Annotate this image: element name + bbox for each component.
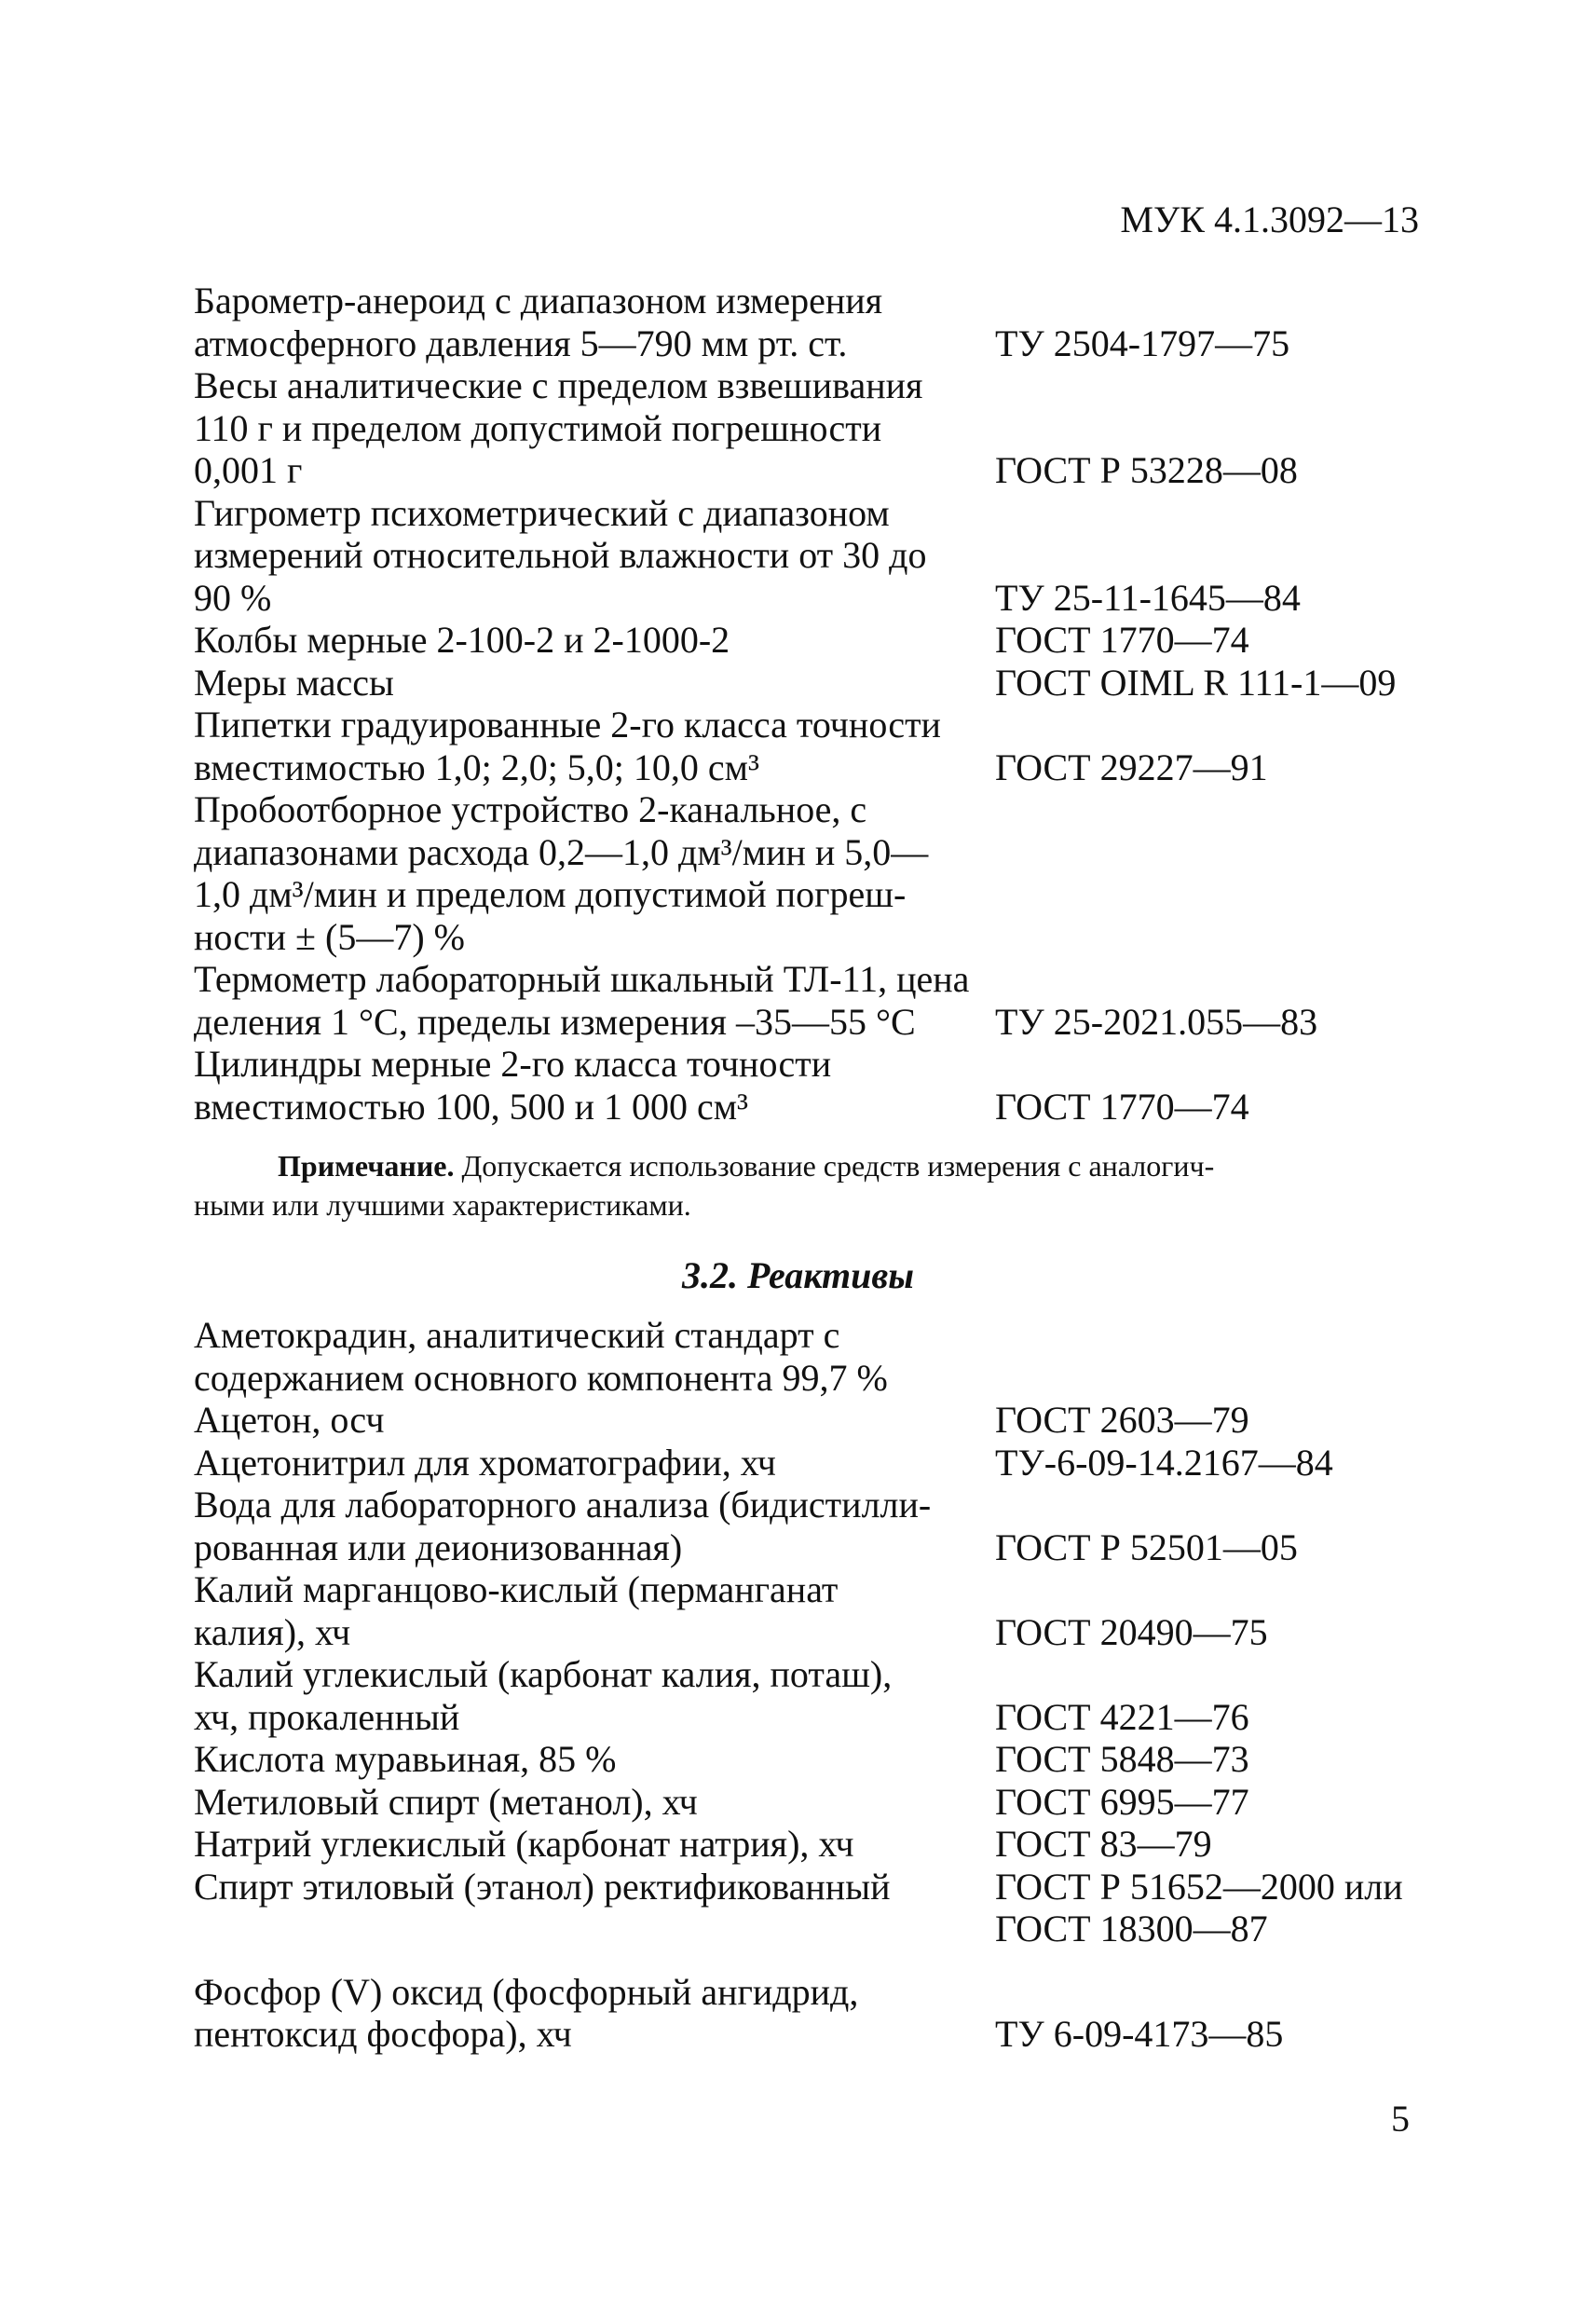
- list-item: [194, 1314, 1433, 1399]
- item-standard: ГОСТ 29227—91: [995, 746, 1268, 788]
- item-description: Барометр-анероид с диапазоном измерения атмосферного давления 5—790 мм рт. ст.: [194, 280, 883, 364]
- item-description: Вода для лабораторного анализа (бидистилли- рованная или деионизованная): [194, 1484, 932, 1568]
- list-item: [194, 1971, 1433, 2056]
- item-standard: ГОСТ 1770—74: [995, 619, 1249, 661]
- list-item: [194, 958, 1433, 1043]
- item-description: Аметокрадин, аналитический стандарт с содержанием основного компонента 99,7 %: [194, 1314, 888, 1399]
- item-description: Ацетонитрил для хроматографии, хч: [194, 1441, 776, 1484]
- item-description: Гигрометр психометрический с диапазоном измерений относительной влажности от 30 до 90 %: [194, 491, 927, 619]
- section-title: 3.2. Реактивы: [682, 1254, 914, 1296]
- note-text: Допускается использование средств измерения с аналогич-: [454, 1149, 1215, 1183]
- reagents-list: [194, 1314, 1433, 2056]
- instruments-list: [194, 280, 1433, 1128]
- item-description: Ацетон, осч: [194, 1399, 385, 1441]
- list-item: [194, 1653, 1433, 1738]
- list-item: [194, 1781, 1433, 1824]
- item-standard: ГОСТ 20490—75: [995, 1610, 1268, 1653]
- item-standard: ГОСТ Р 51652—2000 или ГОСТ 18300—87: [995, 1865, 1403, 1949]
- list-item: [194, 1442, 1433, 1484]
- list-item: [194, 1738, 1433, 1781]
- item-description: Спирт этиловый (этанол) ректификованный: [194, 1865, 891, 1908]
- list-item: [194, 1866, 1433, 1950]
- item-standard: ТУ 25-2021.055—83: [995, 1000, 1318, 1043]
- note-text-continued: ными или лучшими характеристиками.: [194, 1188, 691, 1222]
- item-standard: ТУ 6-09-4173—85: [995, 2013, 1284, 2055]
- item-description: Колбы мерные 2-100-2 и 2-1000-2: [194, 619, 730, 661]
- item-description: Калий углекислый (карбонат калия, поташ), хч, прокаленный: [194, 1653, 893, 1738]
- list-item: [194, 1043, 1433, 1128]
- list-item: [194, 492, 1433, 620]
- item-standard: ГОСТ 5848—73: [995, 1738, 1249, 1780]
- item-description: Натрий углекислый (карбонат натрия), хч: [194, 1823, 854, 1865]
- item-description: Весы аналитические с пределом взвешивания 110 г и пределом допустимой погрешности 0,001 г: [194, 364, 923, 491]
- item-description: Пробоотборное устройство 2-канальное, с диапазонами расхода 0,2—1,0 дм³/мин и 5,0— 1,0 дм³/мин и пределом допустимой погреш- ности ± (5—7) %: [194, 788, 929, 958]
- item-description: Цилиндры мерные 2-го класса точности вместимостью 100, 500 и 1 000 см³: [194, 1043, 832, 1128]
- list-item: [194, 1399, 1433, 1442]
- item-description: Калий марганцово-кислый (перманганат калия), хч: [194, 1568, 839, 1653]
- item-standard: ТУ 2504-1797—75: [995, 321, 1290, 364]
- item-standard: ГОСТ 83—79: [995, 1823, 1212, 1865]
- item-description: Термометр лабораторный шкальный ТЛ-11, цена деления 1 °С, пределы измерения –35—55 °С: [194, 958, 970, 1043]
- item-description: Меры массы: [194, 661, 394, 704]
- list-item: [194, 1484, 1433, 1568]
- item-standard: ГОСТ 4221—76: [995, 1695, 1249, 1738]
- list-item: [194, 280, 1433, 364]
- list-item: [194, 704, 1433, 788]
- list-item: [194, 788, 1433, 958]
- note: [278, 1146, 1424, 1185]
- item-standard: ГОСТ OIML R 111-1—09: [995, 661, 1397, 704]
- item-description: Метиловый спирт (метанол), хч: [194, 1780, 698, 1823]
- item-description: Пипетки градуированные 2-го класса точности вместимостью 1,0; 2,0; 5,0; 10,0 см³: [194, 704, 941, 788]
- item-description: Кислота муравьиная, 85 %: [194, 1738, 617, 1780]
- list-item: [194, 364, 1433, 492]
- list-item: [194, 1823, 1433, 1866]
- item-standard: ГОСТ 2603—79: [995, 1399, 1249, 1441]
- item-standard: ГОСТ Р 53228—08: [995, 449, 1298, 491]
- page-number: 5: [1391, 2098, 1410, 2140]
- item-standard: ГОСТ 1770—74: [995, 1085, 1249, 1128]
- item-standard: ТУ 25-11-1645—84: [995, 576, 1301, 619]
- list-item: [194, 619, 1433, 662]
- item-standard: ГОСТ Р 52501—05: [995, 1525, 1298, 1568]
- document-code: МУК 4.1.3092—13: [1120, 198, 1419, 240]
- list-item: [194, 1568, 1433, 1653]
- item-standard: ТУ-6-09-14.2167—84: [995, 1441, 1333, 1484]
- item-description: Фосфор (V) оксид (фосфорный ангидрид, пентоксид фосфора), хч: [194, 1970, 859, 2055]
- note-label: Примечание.: [278, 1149, 455, 1183]
- list-item: [194, 662, 1433, 705]
- item-standard: ГОСТ 6995—77: [995, 1780, 1249, 1823]
